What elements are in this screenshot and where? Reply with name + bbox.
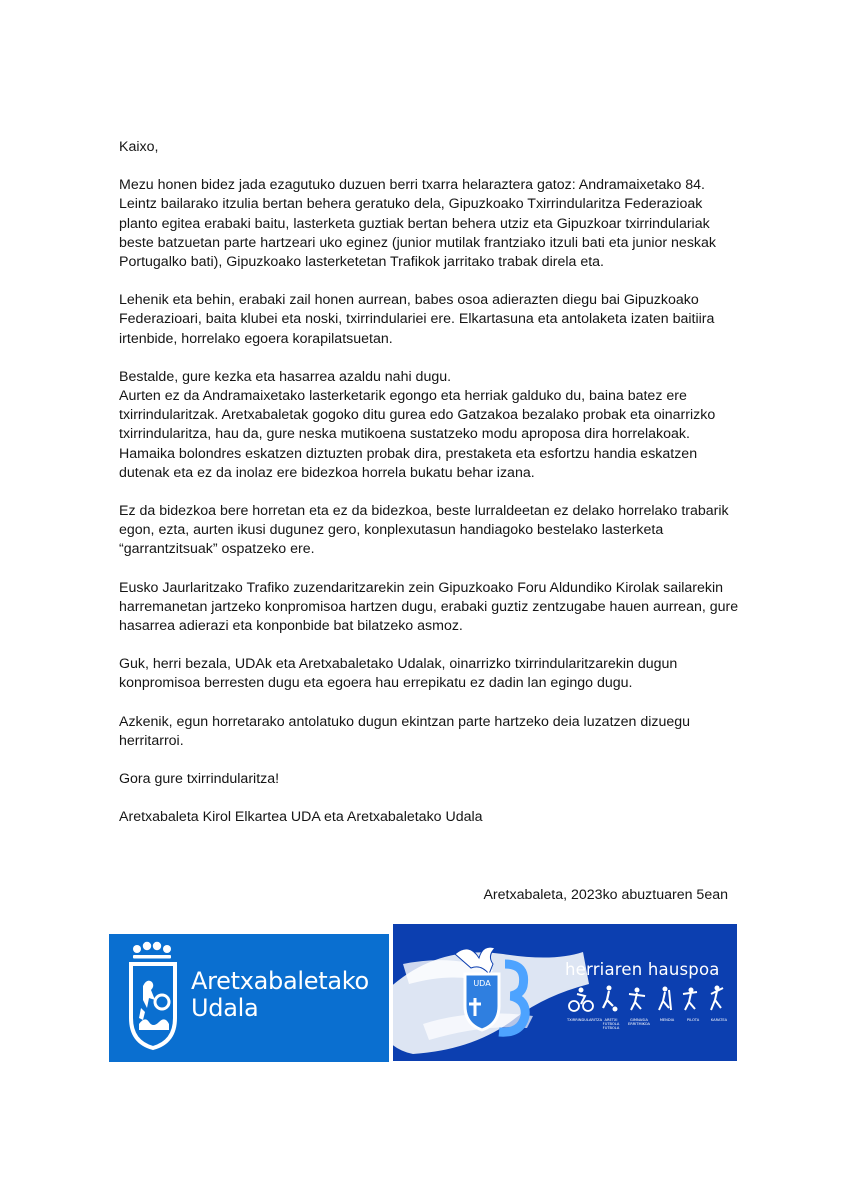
- letter-body: [119, 138, 739, 846]
- paragraph-10: Gora gure txirrindularitza!: [119, 771, 280, 788]
- uda-logo-banner: [393, 924, 737, 1061]
- sport-label: TXIRRINDULARITZA: [567, 1018, 603, 1022]
- udala-crest-icon: [119, 938, 189, 1058]
- paragraph-7: Eusko Jaurlaritzako Trafiko zuzendaritzarekin zein Gipuzkoako Foru Aldundiko Kirolak sailarekin harremanetan jartzeko konpromisoa hartzen dugu, erabaki guztiz zentzugabe hauen aurrean, gure hasarrea adierazi eta konponbide bat bilatzeko asmoz.: [119, 579, 739, 635]
- paragraph-1: Mezu honen bidez jada ezagutuko duzuen berri txarra helaraztera gatoz: Andramaixetako 84. Leintz bailarako itzulia bertan behera geratuko dela, Gipuzkoako Txirrindularitza Federazioak planto egitea erabaki baitu, lasterketa guztiak bertan behera utziz eta Gipuzkoar txirrindulariak beste batzuetan parte hartzeari uko eginez (junior mutilak frantziako itzuli bati eta junior neskak Portugalko bati), Gipuzkoako lasterketetan Trafikok jarritako trabak direla eta.: [119, 177, 716, 271]
- udala-name-line2: Udala: [191, 994, 259, 1022]
- sport-label: ARETXI FUTBOLA FUTBOLA: [602, 1018, 620, 1030]
- sport-label: PILOTA: [686, 1018, 700, 1022]
- paragraph-2: Lehenik eta behin, erabaki zail honen aurrean, babes osoa adierazten diegu bai Gipuzkoako Federazioari, baita klubei eta noski, txirrindulariei ere. Elkartasuna eta antolaketa izaten baitiira irtenbide, horrelako egoera korapilatsuetan.: [119, 292, 715, 347]
- paragraph-3: Bestalde, gure kezka eta hasarrea azaldu nahi dugu.: [119, 368, 452, 385]
- sport-label: GIMNASIA ERRITMIKOA: [627, 1018, 651, 1026]
- udala-name-line1: Aretxabaletako: [191, 967, 369, 995]
- paragraph-8: Guk, herri bezala, UDAk eta Aretxabaletako Udalak, oinarrizko txirrindularitzarekin dugun konpromisoa berresten dugu eta egoera hau errepikatu ez dadin lan egingo dugu.: [119, 656, 678, 692]
- uda-slogan: herriaren hauspoa: [565, 960, 720, 979]
- udala-logo-banner: [109, 934, 389, 1062]
- signature: Aretxabaleta Kirol Elkartea UDA eta Aretxabaletako Udala: [119, 809, 483, 826]
- uda-crest-text: UDA: [473, 979, 491, 988]
- greeting: Kaixo,: [119, 139, 159, 155]
- paragraph-9: Azkenik, egun horretarako antolatuko dugun ekintzan parte hartzeko deia luzatzen dizuegu herritarroi.: [119, 713, 691, 749]
- paragraph-4: Aurten ez da Andramaixetako lasterketarik egongo eta herriak galduko du, baina batez ere txirrindularitzak. Aretxabaletak gogoko ditu gurea edo Gatzakoa bezalako probak eta oinarrizko txirrindularitza, hau da, gure neska mutikoena sustatzeko modu aproposa dira horrelakoak.: [119, 388, 716, 443]
- dateline: Aretxabaleta, 2023ko abuztuaren 5ean: [483, 887, 728, 903]
- sport-label: MENDIA: [659, 1018, 675, 1022]
- udala-name: [191, 968, 369, 1022]
- paragraph-5: Hamaika bolondres eskatzen diztuzten probak dira, prestaketa eta esfortzu handia eskatzen dutenak eta ez da inolaz ere bidezkoa horrela bukatu behar izana.: [119, 445, 698, 481]
- paragraph-6: Ez da bidezkoa bere horretan eta ez da bidezkoa, beste lurraldeetan ez delako horrelako trabarik egon, ezta, aurten ikusi dugunez gero, konplexutasun handiagoko bestelako lasterketa “garrantzitsuak” ospatzeko ere.: [119, 503, 729, 558]
- sport-label: KARATEA: [710, 1018, 728, 1022]
- sport-labels: [393, 924, 737, 1061]
